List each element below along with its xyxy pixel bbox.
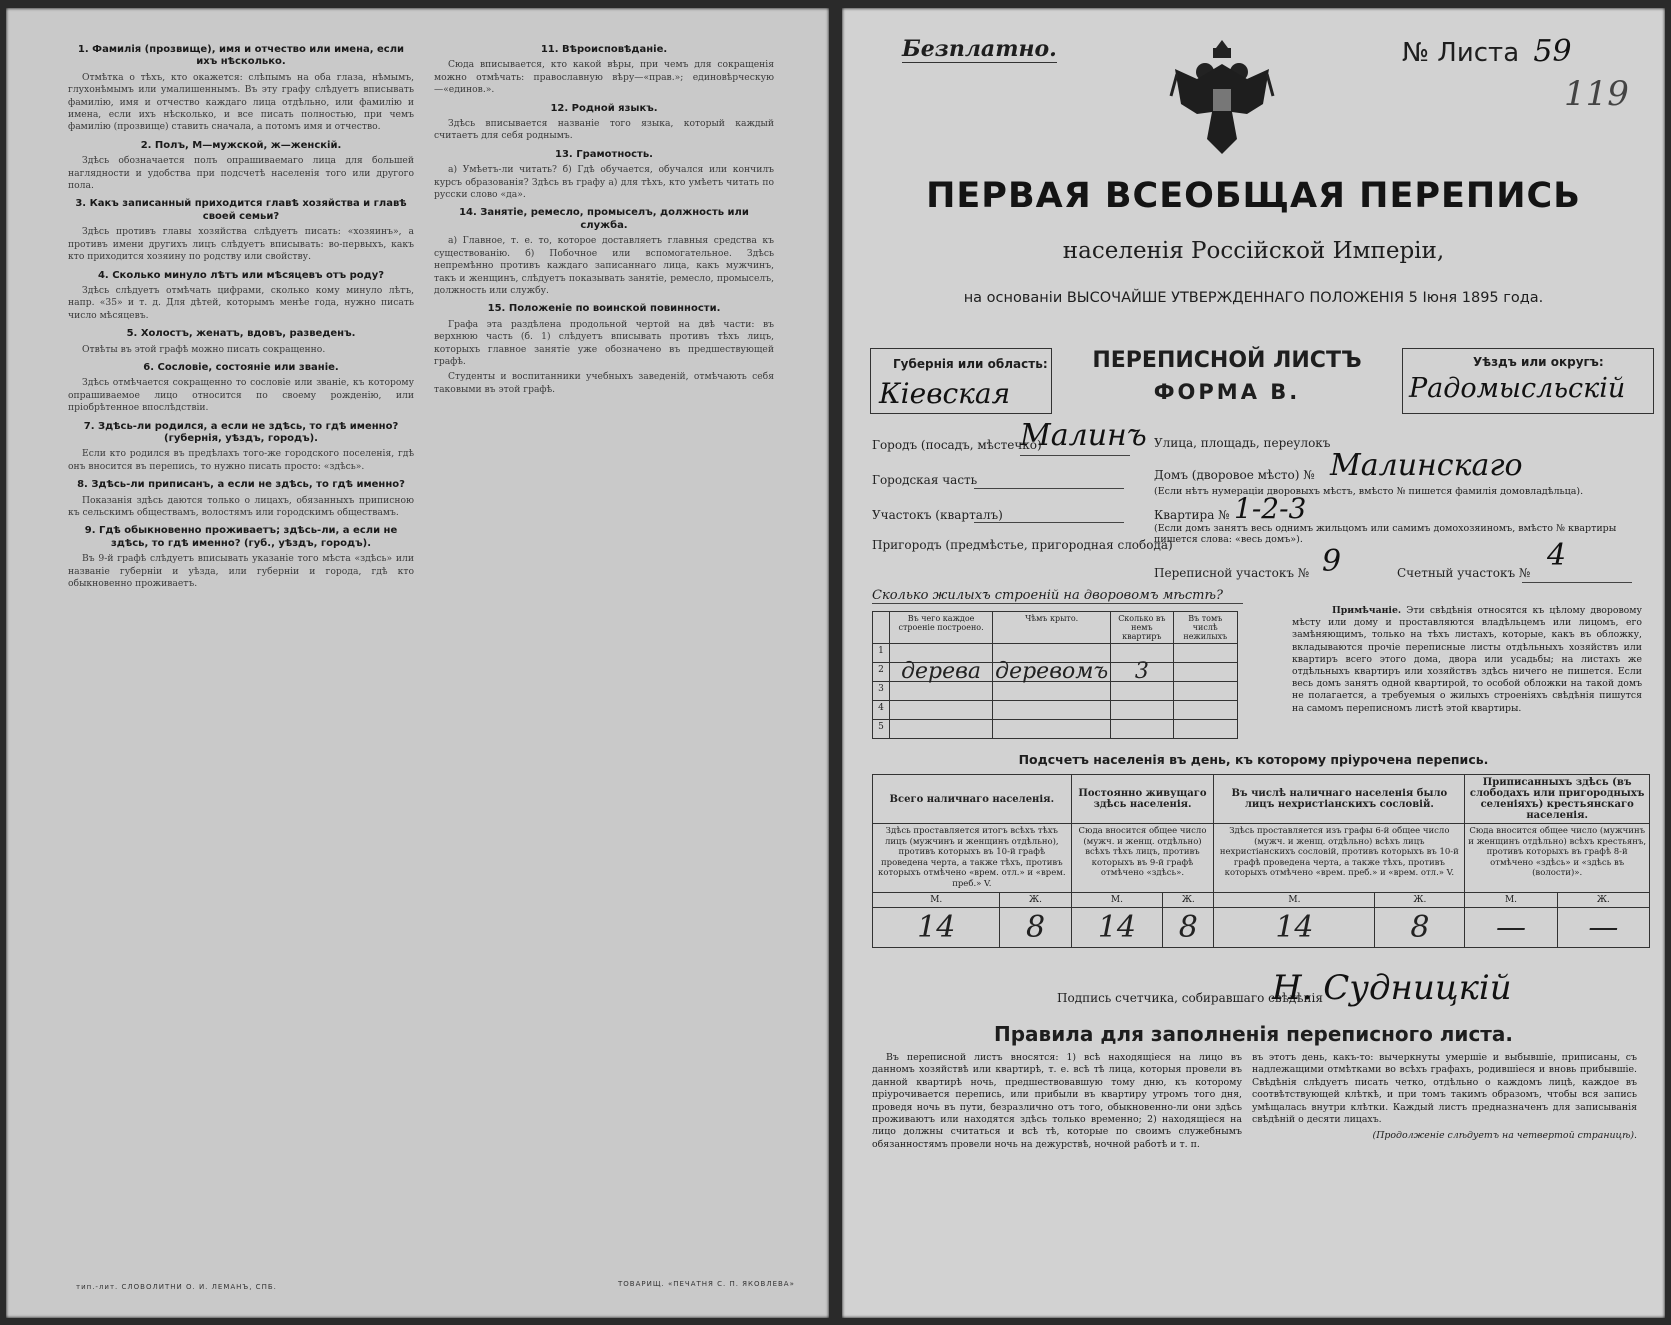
note-text: Эти свѣдѣнія относятся къ цѣлому дворовому мѣсту или дому и проставляются владѣльцемъ или лицомъ, его замѣняющимъ, только на тѣхъ листахъ, которые, какъ въ обложку, вкладываются прочіе переписные листы отдѣльныхъ хозяйствъ или квартиръ всего этого дома, двора или усадьбы; на листахъ же отдѣльныхъ квартиръ или хозяйствъ здѣсь ничего не пишется. Если весь домъ занятъ одной квартирой, то особой обложки на такой домъ не полагается, а требуемыя о жилыхъ строеніяхъ свѣдѣнія пишутся на самомъ переписномъ листѣ этой квартиры. <box>1292 605 1642 714</box>
pop-female-value: 8 <box>1163 908 1214 948</box>
section-title: 11. Вѣроисповѣданіе. <box>540 44 668 55</box>
apartment-label: Квартира № <box>1154 508 1230 522</box>
pop-male-value: 14 <box>1214 908 1375 948</box>
printer-footer-left: тип.-лит. СЛОВОЛИТНИ О. И. ЛЕМАНЪ, СПБ. <box>76 1283 277 1291</box>
count-plot-value: 4 <box>1547 538 1567 573</box>
section-title: 12. Родной языкъ. <box>550 102 658 114</box>
rules-right-column <box>1252 1052 1637 1292</box>
section-text: Отвѣты въ этой графѣ можно писать сокращенно. <box>82 343 326 355</box>
section-title: 13. Грамотность. <box>555 148 653 160</box>
section-title: 5. Холостъ, женатъ, вдовъ, разведенъ. <box>126 328 356 340</box>
census-plot-label: Переписной участокъ № <box>1154 566 1310 580</box>
bt-apartments <box>1111 720 1173 739</box>
pop-female-value: 8 <box>1375 908 1465 948</box>
bt-header: Въ томъ числѣ нежилыхъ <box>1173 612 1237 644</box>
pop-female-value: — <box>1557 908 1649 948</box>
pop-male-label: М. <box>873 893 1000 908</box>
instructions-column-2 <box>434 38 774 1273</box>
bt-row-num: 1 <box>873 644 890 663</box>
pop-col-desc: Сюда вносится общее число (мужч. и женщ. отдѣльно) всѣхъ тѣхъ лицъ, противъ которыхъ въ 9-й графѣ отмѣчено «здѣсь». <box>1071 824 1214 893</box>
note-title: Примѣчаніе. <box>1332 605 1402 616</box>
bt-nonresidential <box>1173 701 1237 720</box>
bt-material <box>890 720 993 739</box>
section-text: Здѣсь обозначается полъ опрашиваемаго лица для большей наглядности и удобства при подсчетѣ населенія того или другого пола. <box>68 155 414 192</box>
imperial-eagle-icon <box>1167 34 1277 164</box>
section-text: Сюда вписывается, кто какой вѣры, при чемъ для сокращенія можно отмѣчать: православную вѣру—«прав.»; единовѣрческую—«единов.». <box>434 59 774 96</box>
form-letter: ФОРМА В. <box>1153 380 1301 404</box>
rules-right-text: въ этотъ день, какъ-то: вычеркнуты умершіе и выбывшіе, приписаны, съ надлежащими отмѣтками во всѣхъ графахъ, родившіеся и вновь прибывшіе. Свѣдѣнія слѣдуетъ писать четко, отдѣльно о каждомъ лицѣ, каждое въ соотвѣтствующей клѣткѣ, и при томъ такимъ образомъ, чтобы вся запись умѣщалась внутри клѣтки. Каждый листъ предназначенъ для записыванія свѣдѣній о десяти лицахъ. <box>1252 1052 1637 1126</box>
pop-female-value: 8 <box>1000 908 1071 948</box>
bt-row-num: 2 <box>873 663 890 682</box>
bt-header-num <box>873 612 890 644</box>
bt-apartments: 3 <box>1111 663 1173 682</box>
gubernia-label: Губернія или область: <box>893 357 1048 371</box>
section-text: Въ 9-й графѣ слѣдуетъ вписывать указаніе того мѣста «здѣсь» или названіе губерніи и уѣзда, или губерніи и города, гдѣ кто обыкновенно проживаетъ. <box>68 553 414 590</box>
bt-nonresidential <box>1173 663 1237 682</box>
suburb-label: Пригородъ (предмѣстье, пригородная слобода) <box>872 538 1173 552</box>
buildings-note <box>1292 605 1642 715</box>
signature-value: Н. Судницкій <box>1272 968 1512 1008</box>
section-title: 4. Сколько минуло лѣтъ или мѣсяцевъ отъ роду? <box>97 269 385 281</box>
district-label: Участокъ (кварталъ) <box>872 508 1003 522</box>
section-text: а) Умѣетъ-ли читать? б) Гдѣ обучается, обучался или кончилъ курсъ образованія? Здѣсь въ графу а) для тѣхъ, кто умѣетъ читать по русски слово «да». <box>434 164 774 201</box>
right-page <box>842 8 1665 1318</box>
printer-footer-right: ТОВАРИЩ. «ПЕЧАТНЯ С. П. ЯКОВЛЕВА» <box>618 1280 795 1288</box>
pop-male-value: — <box>1465 908 1557 948</box>
pop-col-header: Постоянно живущаго здѣсь населенія. <box>1071 775 1214 824</box>
pop-male-value: 14 <box>1071 908 1163 948</box>
pop-col-header: Всего наличнаго населенія. <box>873 775 1072 824</box>
section-text: а) Главное, т. е. то, которое доставляетъ главныя средства къ существованію. б) Побочное или вспомогательное. Здѣсь непремѣнно противъ каждаго записаннаго лица, какъ мужчинъ, такъ и женщинъ, слѣдуетъ показывать занятіе, ремесло, промыселъ, должность или службу. <box>434 235 774 296</box>
buildings-question: Сколько жилыхъ строеній на дворовомъ мѣстѣ? <box>872 588 1243 604</box>
gubernia-box <box>870 348 1052 414</box>
pop-female-label: Ж. <box>1163 893 1214 908</box>
uezd-box <box>1402 348 1654 414</box>
city-label: Городъ (посадъ, мѣстечко) <box>872 438 1042 452</box>
pop-col-header: Приписанныхъ здѣсь (въ слободахъ или пригородныхъ селеніяхъ) крестьянскаго населенія. <box>1465 775 1650 824</box>
bt-nonresidential <box>1173 682 1237 701</box>
section-title: 8. Здѣсь-ли приписанъ, а если не здѣсь, то гдѣ именно? <box>77 479 405 491</box>
section-text: Отмѣтка о тѣхъ, кто окажется: слѣпымъ на оба глаза, нѣмымъ, глухонѣмымъ или умалишеннымъ. Въ эту графу слѣдуетъ вписывать фамилію, имя и отчество каждаго лица отдѣльно, или фамилію и имена, если ихъ нѣсколько, и все писать полностью, при чемъ фамилію (прозвище) ставить сначала, а потомъ имя и отчество. <box>68 71 414 133</box>
section-text: Здѣсь вписывается названіе того языка, который каждый считаетъ для себя роднымъ. <box>434 118 774 142</box>
free-label: Безплатно. <box>902 36 1057 62</box>
bt-apartments <box>1111 701 1173 720</box>
section-text: Если кто родился въ предѣлахъ того-же городского поселенія, гдѣ онъ вносится въ перепись, то нужно писать просто: «здѣсь». <box>68 448 414 472</box>
section-title: 3. Какъ записанный приходится главѣ хозяйства и главѣ своей семьи? <box>75 198 407 222</box>
rules-left-column: Въ переписной листъ вносятся: 1) всѣ находящіеся на лицо въ данномъ хозяйствѣ или квартирѣ, т. е. всѣ тѣ лица, которыя провели въ данной квартирѣ ночь, предшествовавшую тому дню, къ которому пріурочивается перепись, или прибыли въ квартиру утромъ того дня, проведя ночь въ пути, безразлично отъ того, обыкновенно-ли они здѣсь проживаютъ или находятся здѣсь только временно; 2) находящіеся на лицо должны считаться и всѣ тѣ, которые по своимъ служебнымъ обязанностямъ провели ночь на дежурствѣ, ночной работѣ и т. п. <box>872 1052 1242 1150</box>
count-plot-label: Счетный участокъ № <box>1397 566 1531 580</box>
pop-col-desc: Здѣсь проставляется изъ графы 6-й общее число (мужч. и женщ. отдѣльно) всѣхъ лицъ нехристіанскихъ сословій, противъ которыхъ въ 10-й графѣ проведена черта, а также тѣхъ, противъ которыхъ отмѣчено «врем. преб.» и «врем. отл.» V. <box>1214 824 1465 893</box>
section-text: Показанія здѣсь даются только о лицахъ, обязанныхъ приписною къ сельскимъ обществамъ, волостямъ или городскимъ обществамъ. <box>68 494 414 518</box>
section-title: 1. Фамилія (прозвище), имя и отчество или имена, если ихъ нѣсколько. <box>77 44 405 68</box>
pop-col-header: Въ числѣ наличнаго населенія было лицъ нехристіанскихъ сословій. <box>1214 775 1465 824</box>
street-label: Улица, площадь, переулокъ <box>1154 436 1331 450</box>
bt-row-num: 3 <box>873 682 890 701</box>
pop-female-label: Ж. <box>1557 893 1649 908</box>
bt-roof <box>993 682 1111 701</box>
uezd-value: Радомысльскій <box>1409 373 1626 404</box>
bt-header: Сколько въ немъ квартиръ <box>1111 612 1173 644</box>
bt-roof <box>993 720 1111 739</box>
rules-continue: (Продолженіе слѣдуетъ на четвертой страницѣ). <box>1372 1130 1637 1142</box>
census-subtitle: населенія Россійской Имперіи, <box>1062 238 1445 264</box>
uezd-label: Уѣздъ или округъ: <box>1473 355 1604 369</box>
pop-male-label: М. <box>1214 893 1375 908</box>
section-title: 7. Здѣсь-ли родился, а если не здѣсь, то гдѣ именно? (губернія, уѣздъ, городъ). <box>83 420 399 444</box>
census-basis: на основаніи ВЫСОЧАЙШЕ УТВЕРЖДЕННАГО ПОЛОЖЕНІЯ 5 Іюня 1895 года. <box>963 290 1544 306</box>
house-note: (Если нѣтъ нумераціи дворовыхъ мѣстъ, вмѣсто № пишется фамилія домовладѣльца). <box>1154 486 1584 497</box>
left-page <box>6 8 829 1318</box>
pop-col-desc: Сюда вносится общее число (мужчинъ и женщинъ отдѣльно) всѣхъ крестьянъ, противъ которыхъ въ графѣ 8-й отмѣчено «здѣсь» и «здѣсь въ (волости)». <box>1465 824 1650 893</box>
population-table <box>872 774 1650 948</box>
bt-material: дерева <box>890 663 993 682</box>
bt-header: Въ чего каждое строеніе построено. <box>890 612 993 644</box>
census-title: ПЕРВАЯ ВСЕОБЩАЯ ПЕРЕПИСЬ <box>926 176 1581 216</box>
pop-male-label: М. <box>1071 893 1163 908</box>
city-value: Малинъ <box>1020 418 1147 453</box>
bt-material <box>890 701 993 720</box>
section-text: Здѣсь отмѣчается сокращенно то сословіе или званіе, къ которому опрашиваемое лицо относится по своему рожденію, или пріобрѣтенное впослѣдствіи. <box>68 377 414 414</box>
archive-number: 119 <box>1564 74 1629 114</box>
form-title: ПЕРЕПИСНОЙ ЛИСТЪ <box>1092 348 1362 373</box>
gubernia-value: Кіевская <box>879 377 1011 410</box>
pop-female-label: Ж. <box>1000 893 1071 908</box>
population-title: Подсчетъ населенія въ день, къ которому пріурочена перепись. <box>1018 752 1489 767</box>
bt-nonresidential <box>1173 644 1237 663</box>
pop-col-desc: Здѣсь проставляется итогъ всѣхъ тѣхъ лицъ (мужчинъ и женщинъ отдѣльно), противъ которыхъ въ 10-й графѣ проведена черта, а также тѣхъ, противъ которыхъ отмѣчено «врем. отл.» и «врем. преб.» V. <box>873 824 1072 893</box>
pop-male-label: М. <box>1465 893 1557 908</box>
bt-roof: деревомъ <box>993 663 1111 682</box>
bt-header: Чѣмъ крыто. <box>993 612 1111 644</box>
buildings-table <box>872 611 1238 739</box>
section-title: 6. Сословіе, состояніе или званіе. <box>143 361 339 373</box>
pop-female-label: Ж. <box>1375 893 1465 908</box>
apartment-value: 1-2-3 <box>1234 492 1307 525</box>
house-value: Малинскаго <box>1330 448 1523 483</box>
sheet-number-label: № Листа <box>1402 38 1520 68</box>
section-text: Студенты и воспитанники учебныхъ заведеній, отмѣчають себя таковыми въ этой графѣ. <box>434 371 774 395</box>
signature-label: Подпись счетчика, собиравшаго свѣдѣнія <box>1057 991 1323 1005</box>
section-title: 14. Занятіе, ремесло, промыселъ, должность или служба. <box>459 207 749 231</box>
apartment-note: (Если домъ занятъ весь однимъ жильцомъ или самимъ домохозяиномъ, вмѣсто № квартиры пишется слова: «весь домъ»). <box>1154 523 1617 545</box>
section-text: Здѣсь противъ главы хозяйства слѣдуетъ писать: «хозяинъ», а противъ имени другихъ лицъ слѣдуетъ вписывать: во-первыхъ, какъ кто приходится хозяину по родству или свойству. <box>68 226 414 263</box>
pop-male-value: 14 <box>873 908 1000 948</box>
bt-roof <box>993 701 1111 720</box>
section-title: 9. Гдѣ обыкновенно проживаетъ; здѣсь-ли, а если не здѣсь, то гдѣ именно? (губ., уѣздъ, городъ). <box>84 525 398 549</box>
section-title: 2. Полъ, М—мужской, ж—женскій. <box>140 139 342 151</box>
section-text: Графа эта раздѣлена продольной чертой на двѣ части: въ верхнюю часть (б. 1) слѣдуетъ вписывать противъ тѣхъ лицъ, которыхъ главное занятіе уже обозначено въ предшествующей графѣ. <box>434 318 774 367</box>
bt-row-num: 5 <box>873 720 890 739</box>
bt-apartments <box>1111 682 1173 701</box>
section-title: 15. Положеніе по воинской повинности. <box>487 303 721 315</box>
city-part-label: Городская часть <box>872 473 978 487</box>
census-plot-value: 9 <box>1322 544 1342 579</box>
sheet-number <box>1402 34 1572 69</box>
section-text: Здѣсь слѣдуетъ отмѣчать цифрами, сколько кому минуло лѣтъ, напр. «35» и т. д. Для дѣтей, которымъ менѣе года, нужно писать число мѣсяцевъ. <box>68 284 414 321</box>
sheet-number-value: 59 <box>1533 34 1572 69</box>
instructions-column-1 <box>68 38 414 1273</box>
bt-row-num: 4 <box>873 701 890 720</box>
rules-title: Правила для заполненія переписного листа. <box>994 1022 1513 1046</box>
house-label: Домъ (дворовое мѣсто) № <box>1154 468 1315 482</box>
bt-material <box>890 682 993 701</box>
bt-nonresidential <box>1173 720 1237 739</box>
